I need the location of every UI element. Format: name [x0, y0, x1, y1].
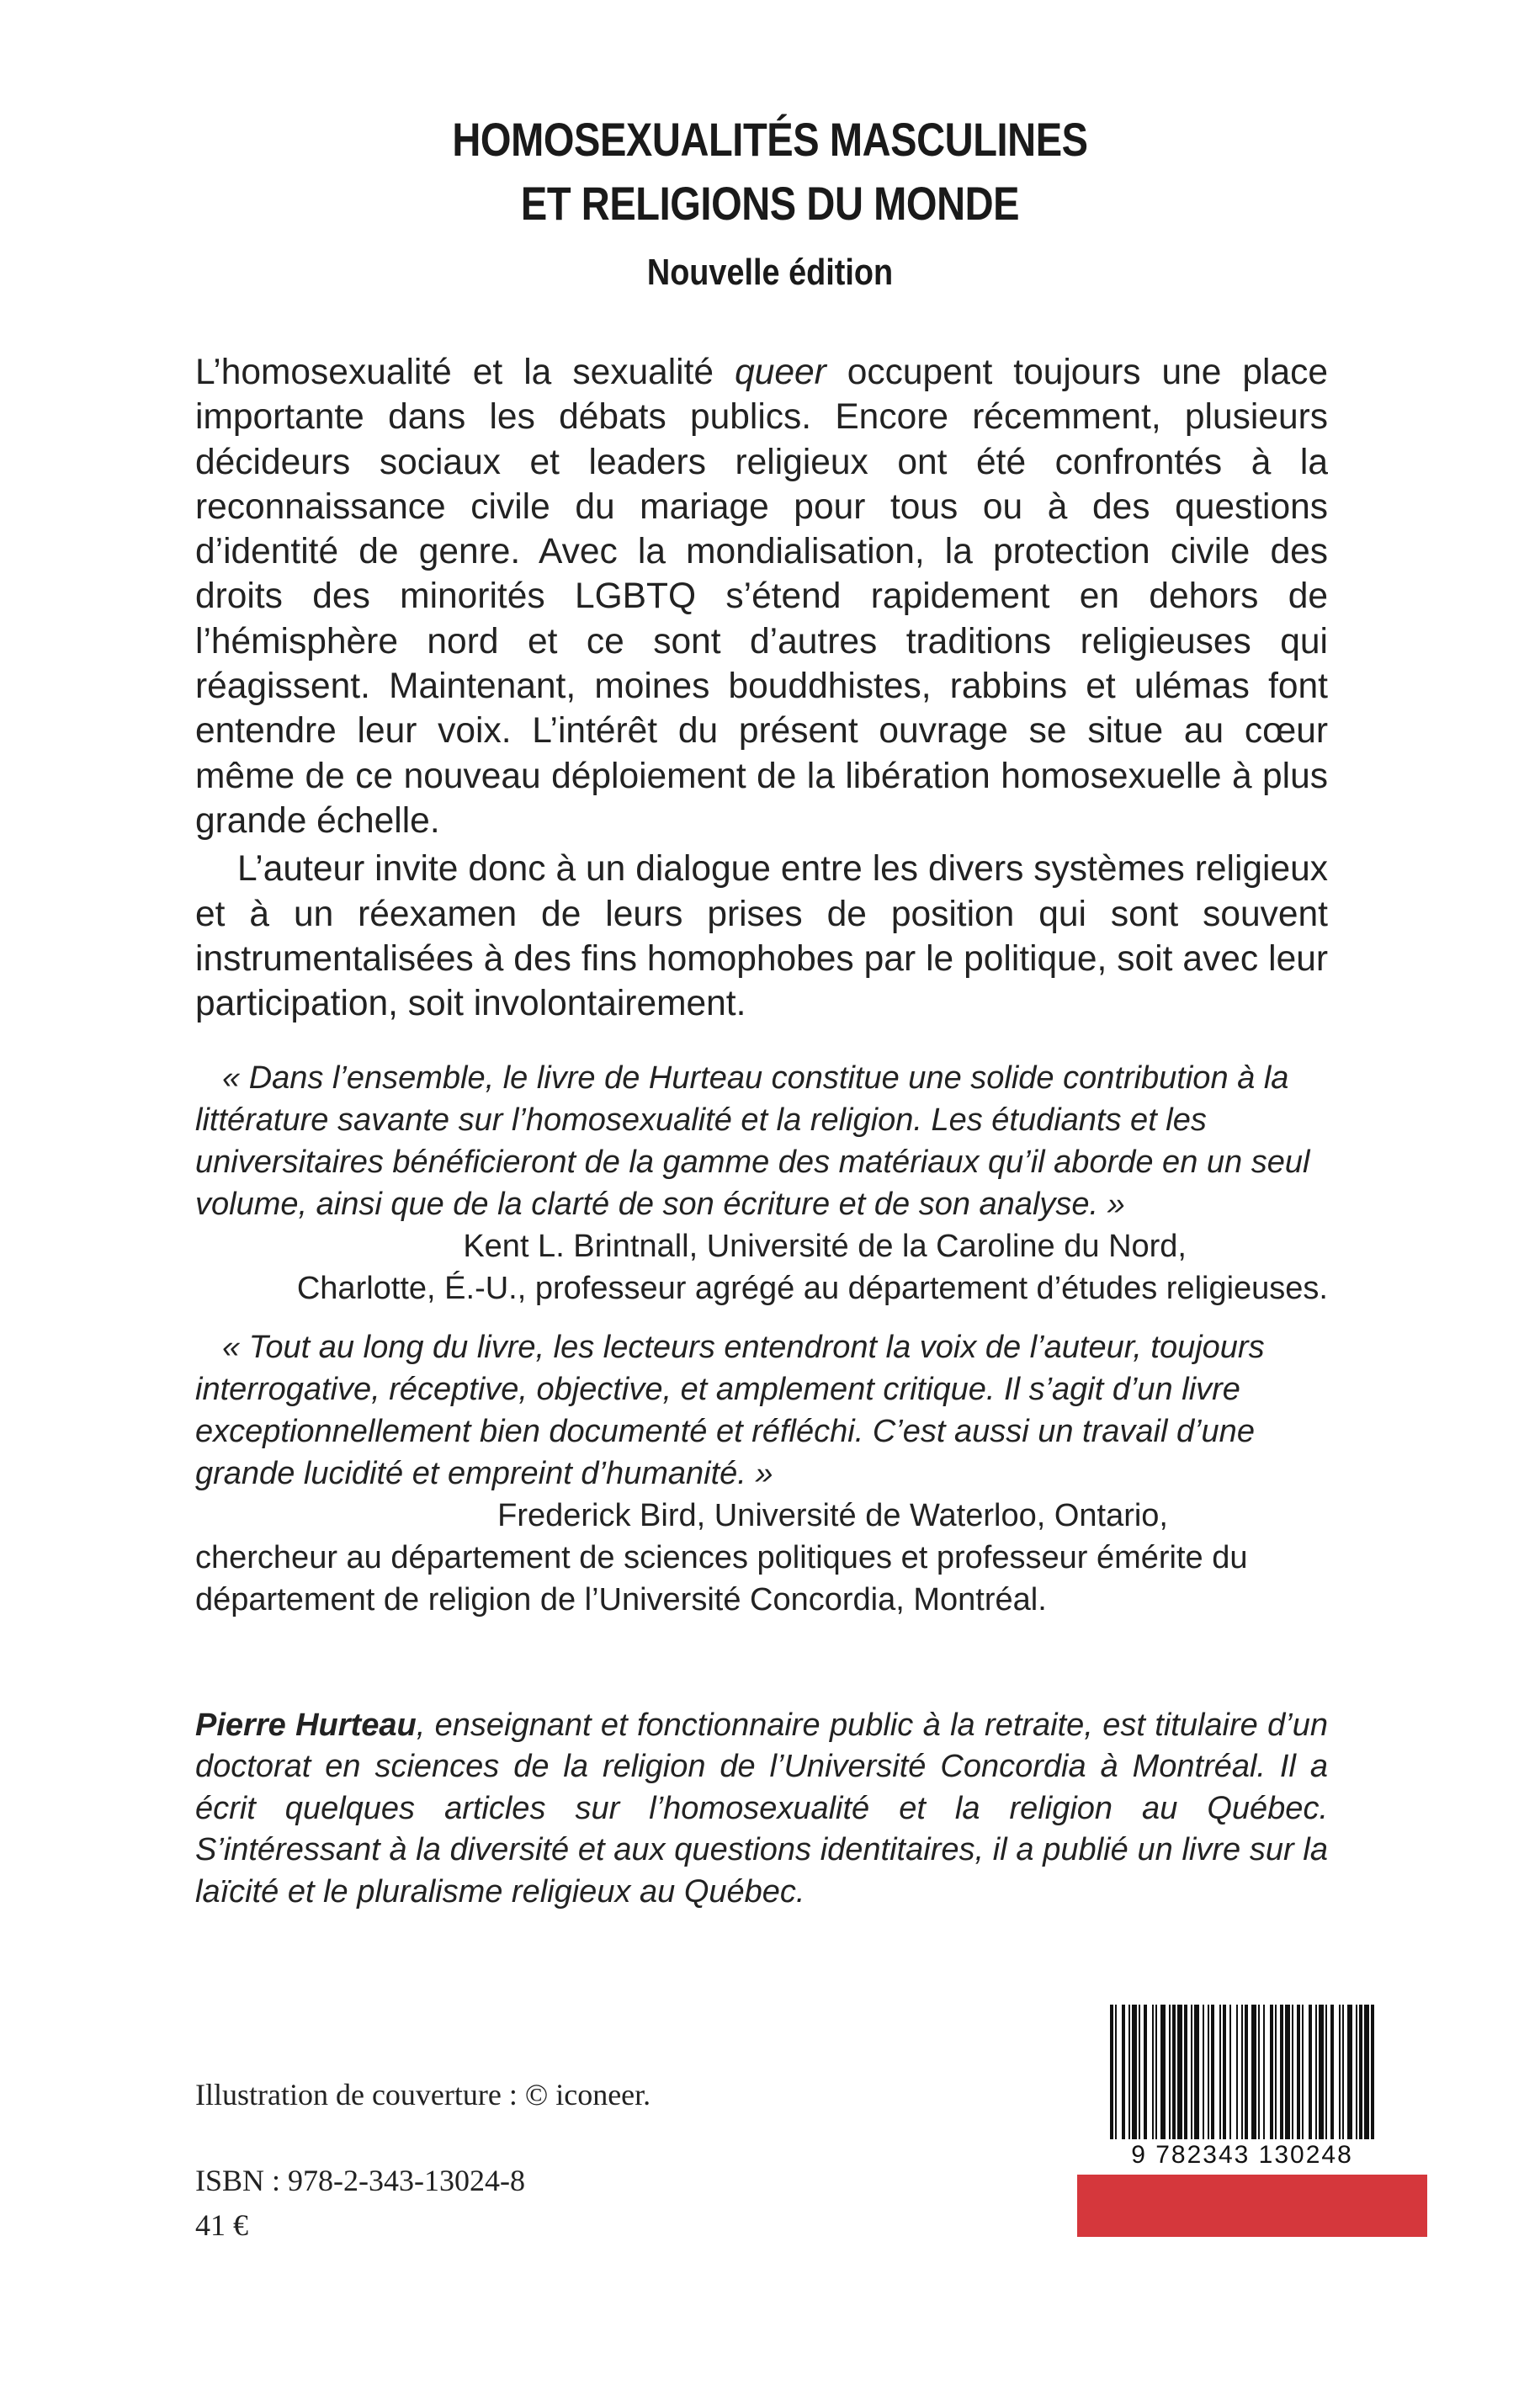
barcode-bar — [1132, 2005, 1137, 2139]
book-title-line-2: ET RELIGIONS DU MONDE — [520, 177, 1020, 230]
isbn-barcode — [1098, 2005, 1386, 2169]
review-quote-1 — [195, 1057, 1328, 1309]
barcode-bar — [1115, 2005, 1117, 2139]
title-block — [0, 108, 1540, 298]
barcode-bar — [1342, 2005, 1344, 2139]
author-bio-text: Pierre Hurteau, enseignant et fonctionnaire public à la retraite, est titulaire d’un doctorat en sciences de la religion de l’Université Concordia à Montréal. Il a écrit quelques articles sur l’homosexualité et la religion au Québec. S’intéressant à la diversité et aux questions identitaires, il a publié un livre sur la laïcité et le pluralisme religieux au Québec. — [195, 1708, 1328, 1910]
barcode-bar — [1110, 2005, 1113, 2139]
barcode-bar — [1139, 2005, 1140, 2139]
barcode-bar — [1280, 2005, 1283, 2139]
barcode-bar — [1152, 2005, 1154, 2139]
review-quote-2 — [195, 1326, 1328, 1621]
barcode-bar — [1347, 2005, 1352, 2139]
barcode-bar — [1172, 2005, 1176, 2139]
barcode-bar — [1160, 2005, 1166, 2139]
isbn-number: ISBN : 978-2-343-13024-8 — [195, 2164, 525, 2197]
barcode-bar — [1371, 2005, 1374, 2139]
barcode-bar — [1128, 2005, 1130, 2139]
barcode-bar — [1177, 2005, 1182, 2139]
barcode-bar — [1302, 2005, 1304, 2139]
barcode-bar — [1245, 2005, 1248, 2139]
barcode-bar — [1251, 2005, 1256, 2139]
barcode-bar — [1297, 2005, 1300, 2139]
barcode-bar — [1292, 2005, 1293, 2139]
blurb-paragraph-2: L’auteur invite donc à un dialogue entre les divers systèmes religieux et à un réexamen de leurs prises de position qui sont souvent instrumentalisées à des fins homophobes par le politique, soit avec leur participation, soit involontairement. — [195, 849, 1328, 1024]
barcode-bar — [1258, 2005, 1260, 2139]
barcode-bar — [1208, 2005, 1209, 2139]
barcode-bar — [1325, 2005, 1327, 2139]
quote-attribution-line-2: Charlotte, É.-U., professeur agrégé au département d’études religieuses. — [296, 1271, 1328, 1306]
barcode-bar — [1194, 2005, 1199, 2139]
book-title-line-1: HOMOSEXUALITÉS MASCULINES — [452, 113, 1088, 166]
barcode-bar — [1169, 2005, 1171, 2139]
blurb-paragraph-1: L’homosexualité et la sexualité queer occupent toujours une place importante dans les débats publics. Encore récemment, plusieurs décideurs sociaux et leaders religieux ont été confrontés à la reconnaissance civile du mariage pour tous ou à des questions d’identité de genre. Avec la mondialisation, la protection civile des droits des minorités LGBTQ s’étend rapidement en dehors de l’hémisphère nord et ce sont d’autres traditions religieuses qui réagissent. Maintenant, moines bouddhistes, rabbins et ulémas font entendre leur voix. L’intérêt du présent ouvrage se situe au cœur même de ce nouveau déploiement de la libération homosexuelle à plus grande échelle. — [195, 353, 1329, 841]
barcode-bar — [1330, 2005, 1334, 2139]
barcode-bar — [1236, 2005, 1238, 2139]
emphasis-queer: queer — [735, 353, 826, 392]
barcode-bar — [1364, 2005, 1369, 2139]
barcode-bar — [1203, 2005, 1204, 2139]
quote-attribution-line-1: Frederick Bird, Université de Waterloo, Ontario, — [497, 1498, 1168, 1533]
edition-subtitle: Nouvelle édition — [646, 252, 894, 293]
barcode-digits: 9 782343 130248 — [1098, 2141, 1386, 2170]
blurb — [195, 350, 1328, 1026]
barcode-bars — [1098, 2005, 1386, 2139]
barcode-bar — [1211, 2005, 1214, 2139]
quote-text: « Tout au long du livre, les lecteurs entendront la voix de l’auteur, toujours interrogative, réceptive, objective, et amplement critique. Il s’agit d’un livre exceptionnellement bien documenté et réfléchi. C’est aussi un travail d’une grande lucidité et empreint d’humanité. » — [195, 1330, 1265, 1491]
quote-text: « Dans l’ensemble, le livre de Hurteau constitue une solide contribution à la littérature savante sur l’homosexualité et la religion. Les étudiants et les universitaires bénéficieront de la gamme des matériaux qu’il aborde en un seul volume, ainsi que de la clarté de son écriture et de son analyse. » — [195, 1060, 1310, 1222]
barcode-bar — [1122, 2005, 1125, 2139]
barcode-bar — [1309, 2005, 1312, 2139]
quote-attribution-line-1: Kent L. Brintnall, Université de la Caroline du Nord, — [463, 1229, 1187, 1264]
barcode-bar — [1359, 2005, 1362, 2139]
barcode-bar — [1184, 2005, 1187, 2139]
barcode-bar — [1223, 2005, 1226, 2139]
author-name: Pierre Hurteau — [195, 1708, 417, 1743]
barcode-bar — [1144, 2005, 1147, 2139]
barcode-bar — [1356, 2005, 1357, 2139]
barcode-bar — [1241, 2005, 1243, 2139]
barcode-bar — [1219, 2005, 1221, 2139]
illustration-credit: Illustration de couverture : © iconeer. — [195, 2078, 651, 2111]
barcode-bar — [1285, 2005, 1290, 2139]
barcode-bar — [1319, 2005, 1324, 2139]
author-bio — [195, 1705, 1328, 1913]
quote-attribution-line-2: chercheur au département de sciences politiques et professeur émérite du département de religion de l’Université Concordia, Montréal. — [195, 1540, 1248, 1617]
barcode-bar — [1339, 2005, 1341, 2139]
barcode-bar — [1275, 2005, 1277, 2139]
barcode-bar — [1263, 2005, 1265, 2139]
barcode-bar — [1270, 2005, 1273, 2139]
price: 41 € — [195, 2208, 248, 2242]
barcode-bar — [1155, 2005, 1157, 2139]
barcode-bar — [1315, 2005, 1317, 2139]
barcode-bar — [1229, 2005, 1231, 2139]
barcode-bar — [1191, 2005, 1192, 2139]
price-sticker-red-bar — [1077, 2175, 1427, 2237]
